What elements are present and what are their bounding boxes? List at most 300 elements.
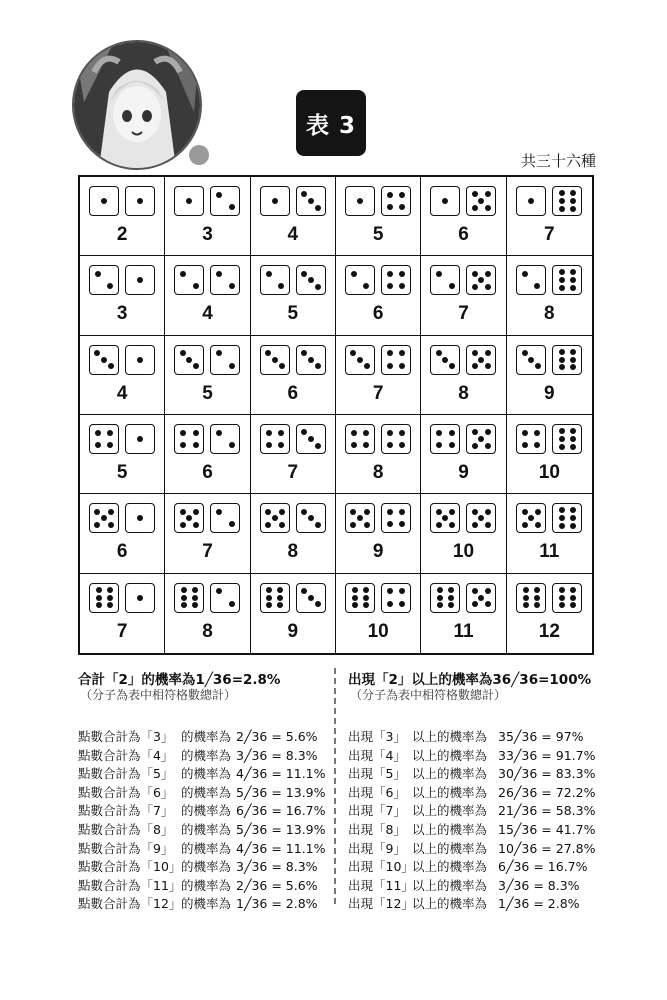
row-mid: 的機率為 [181, 859, 232, 875]
pip [193, 509, 199, 515]
dice-pair [89, 583, 155, 613]
pip [193, 442, 199, 448]
pip [192, 595, 198, 601]
dice-sum: 5 [116, 462, 128, 483]
dice-sum: 6 [458, 224, 469, 245]
pip [522, 509, 528, 515]
row-val: 5╱36 = 13.9% [236, 821, 326, 837]
pip [399, 271, 405, 277]
dice-pair [174, 186, 240, 216]
dice-sum: 9 [544, 382, 555, 404]
pip [352, 595, 358, 601]
dice-sum: 11 [539, 541, 560, 563]
pip [570, 507, 576, 513]
dice-pair [430, 345, 496, 375]
pip [95, 430, 101, 436]
dice-cell [507, 336, 592, 415]
pip [181, 595, 187, 601]
pip [315, 205, 321, 211]
pip [478, 357, 484, 363]
pip [272, 198, 278, 204]
pip [278, 283, 284, 289]
dice-cell [507, 415, 592, 494]
die-face-6-icon [516, 583, 546, 613]
pip [350, 509, 356, 515]
dice-cell [336, 494, 421, 573]
row-label: 出現「9」 [348, 840, 406, 856]
die-face-1-icon [89, 186, 119, 216]
dice-sum: 5 [287, 303, 299, 325]
pip [387, 283, 393, 289]
pip [266, 442, 272, 448]
die-face-6-icon [552, 265, 582, 295]
exact-headline: 合計「2」的機率為1╱36=2.8% [78, 672, 281, 688]
probability-row [348, 728, 598, 747]
dice-cell [80, 336, 165, 415]
pip [559, 595, 565, 601]
pip [485, 284, 491, 290]
pip [180, 350, 186, 356]
pip [278, 442, 284, 448]
dice-pair [260, 265, 326, 295]
pip [308, 277, 314, 283]
row-label: 出現「7」 [348, 803, 406, 819]
pip [449, 442, 455, 448]
row-mid: 以上的機率為 [412, 877, 488, 893]
dice-pair [89, 345, 155, 375]
row-val: 6╱36 = 16.7% [236, 803, 326, 819]
dice-cell [80, 494, 165, 573]
row-mid: 以上的機率為 [412, 784, 488, 800]
dice-pair [89, 503, 155, 533]
die-face-3-icon [174, 345, 204, 375]
pip [363, 602, 369, 608]
dice-sum: 6 [372, 303, 384, 325]
dice-sum: 9 [372, 541, 384, 563]
pip [472, 284, 478, 290]
pip [478, 515, 484, 521]
pip [301, 429, 307, 435]
pip [186, 515, 192, 521]
pip [534, 430, 540, 436]
pip [436, 430, 442, 436]
dice-cell [421, 256, 506, 335]
dice-sum: 7 [458, 303, 469, 325]
probability-row [348, 858, 598, 877]
pip [265, 522, 271, 528]
row-val: 33╱36 = 91.7% [498, 747, 596, 763]
pip [570, 436, 576, 442]
pip [387, 430, 393, 436]
dice-pair [430, 583, 496, 613]
pip [363, 442, 369, 448]
pip [534, 442, 540, 448]
pip [180, 442, 186, 448]
pip [437, 595, 443, 601]
pip [485, 429, 491, 435]
dice-cell [80, 574, 165, 653]
pip [523, 602, 529, 608]
dice-sum: 7 [116, 620, 128, 642]
pip [448, 602, 454, 608]
pip [559, 277, 565, 283]
dice-cell [251, 256, 336, 335]
pip [137, 198, 143, 204]
die-face-2-icon [210, 583, 240, 613]
dice-cell [507, 494, 592, 573]
probability-row [348, 765, 598, 784]
pip [387, 601, 393, 607]
pip [570, 587, 576, 593]
row-val: 6╱36 = 16.7% [498, 859, 588, 875]
die-face-4-icon [381, 265, 411, 295]
pip [278, 430, 284, 436]
pip [485, 601, 491, 607]
pip [193, 522, 199, 528]
dice-cell [165, 494, 250, 573]
die-face-3-icon [430, 345, 460, 375]
die-face-5-icon [466, 345, 496, 375]
pip [387, 350, 393, 356]
pip [277, 587, 283, 593]
pip [472, 443, 478, 449]
die-face-3-icon [296, 345, 326, 375]
dice-sum: 2 [116, 224, 128, 245]
pip [107, 283, 113, 289]
pip [570, 444, 576, 450]
pip [449, 283, 455, 289]
probability-row [78, 821, 328, 840]
dice-pair [345, 265, 411, 295]
pip [272, 515, 278, 521]
pip [522, 442, 528, 448]
pip [186, 357, 192, 363]
probability-row [78, 765, 328, 784]
pip [107, 442, 113, 448]
pip [229, 283, 235, 289]
die-face-2-icon [430, 265, 460, 295]
dice-sum: 8 [544, 303, 555, 325]
dice-pair [89, 186, 155, 216]
pip [485, 191, 491, 197]
pip [137, 515, 143, 521]
dice-pair [174, 503, 240, 533]
pip [485, 588, 491, 594]
pip [364, 363, 370, 369]
pip [570, 277, 576, 283]
dice-cell [80, 256, 165, 335]
die-face-2-icon [345, 265, 375, 295]
pip [137, 357, 143, 363]
pip [266, 595, 272, 601]
probability-row [78, 895, 328, 914]
pip [472, 601, 478, 607]
pip [570, 364, 576, 370]
die-face-3-icon [516, 345, 546, 375]
pip [216, 430, 222, 436]
dice-sum: 5 [372, 224, 384, 245]
pip [266, 602, 272, 608]
pip [485, 522, 491, 528]
pip [94, 509, 100, 515]
pip [399, 283, 405, 289]
pip [472, 429, 478, 435]
pip [301, 509, 307, 515]
pip [485, 509, 491, 515]
dice-cell [80, 415, 165, 494]
pip [534, 283, 540, 289]
dice-sum: 7 [544, 224, 555, 245]
pip [357, 357, 363, 363]
pip [216, 588, 222, 594]
row-mid: 以上的機率為 [412, 766, 488, 782]
die-face-4-icon [381, 424, 411, 454]
pip [522, 350, 528, 356]
pip [186, 198, 192, 204]
row-label: 點數合計為「12」 [78, 896, 182, 912]
row-mid: 的機率為 [181, 877, 232, 893]
pip [357, 515, 363, 521]
die-face-6-icon [89, 583, 119, 613]
pip [472, 522, 478, 528]
die-face-6-icon [552, 424, 582, 454]
dice-sum: 6 [202, 462, 213, 483]
die-face-4-icon [516, 424, 546, 454]
pip [449, 430, 455, 436]
die-face-3-icon [89, 345, 119, 375]
pip [363, 587, 369, 593]
pip [216, 509, 222, 515]
pip [315, 284, 321, 290]
decorative-dot [189, 145, 209, 165]
die-face-1-icon [125, 265, 155, 295]
pip [399, 588, 405, 594]
pip [387, 204, 393, 210]
pip [399, 204, 405, 210]
pip [559, 444, 565, 450]
pip [559, 436, 565, 442]
die-face-4-icon [430, 424, 460, 454]
die-face-5-icon [174, 503, 204, 533]
pip [478, 277, 484, 283]
pip [192, 587, 198, 593]
pip [437, 602, 443, 608]
row-label: 出現「4」 [348, 747, 406, 763]
die-face-1-icon [125, 186, 155, 216]
dice-sum: 3 [116, 303, 128, 325]
pip [472, 363, 478, 369]
dice-pair [260, 345, 326, 375]
pip [472, 191, 478, 197]
die-face-2-icon [210, 345, 240, 375]
pip [308, 357, 314, 363]
row-mid: 以上的機率為 [412, 896, 488, 912]
row-val: 1╱36 = 2.8% [498, 896, 580, 912]
die-face-3-icon [296, 265, 326, 295]
probability-row [348, 747, 598, 766]
pip [387, 192, 393, 198]
pip [523, 587, 529, 593]
pip [522, 430, 528, 436]
dice-sum: 8 [287, 541, 299, 563]
pip [485, 205, 491, 211]
pip [193, 430, 199, 436]
row-label: 出現「12」 [348, 896, 414, 912]
pip [137, 277, 143, 283]
pip [559, 364, 565, 370]
die-face-1-icon [125, 345, 155, 375]
die-face-5-icon [430, 503, 460, 533]
die-face-2-icon [210, 424, 240, 454]
pip [229, 601, 235, 607]
pip [107, 595, 113, 601]
pip [387, 521, 393, 527]
dice-pair [516, 345, 582, 375]
row-val: 3╱36 = 8.3% [236, 859, 318, 875]
dice-sum: 7 [372, 382, 384, 404]
dice-cell [251, 336, 336, 415]
die-face-5-icon [466, 583, 496, 613]
pip [351, 430, 357, 436]
row-mid: 的機率為 [181, 896, 232, 912]
dice-sum: 10 [538, 462, 560, 483]
pip [308, 198, 314, 204]
die-face-4-icon [260, 424, 290, 454]
pip [436, 442, 442, 448]
die-face-6-icon [552, 583, 582, 613]
pip [101, 515, 107, 521]
row-val: 21╱36 = 58.3% [498, 803, 596, 819]
dice-pair [516, 265, 582, 295]
probability-row [348, 840, 598, 859]
row-label: 點數合計為「7」 [78, 803, 174, 819]
row-val: 26╱36 = 72.2% [498, 784, 596, 800]
dice-pair [430, 424, 496, 454]
pip [229, 204, 235, 210]
row-label: 出現「5」 [348, 766, 406, 782]
pip [229, 363, 235, 369]
pip [399, 442, 405, 448]
pip [308, 595, 314, 601]
pip [570, 206, 576, 212]
pip [472, 350, 478, 356]
row-label: 出現「11」 [348, 877, 414, 893]
pip [535, 522, 541, 528]
pip [108, 363, 114, 369]
pip [559, 428, 565, 434]
pip [570, 515, 576, 521]
dice-cell [336, 256, 421, 335]
pip [559, 198, 565, 204]
pip [534, 587, 540, 593]
pip [387, 442, 393, 448]
probability-row [78, 877, 328, 896]
pip [535, 363, 541, 369]
pip [301, 271, 307, 277]
die-face-6-icon [430, 583, 460, 613]
pip [107, 602, 113, 608]
pip [559, 285, 565, 291]
dice-pair [174, 265, 240, 295]
pip [94, 522, 100, 528]
pip [528, 515, 534, 521]
pip [315, 522, 321, 528]
die-face-3-icon [296, 424, 326, 454]
pip [442, 357, 448, 363]
dice-pair [174, 345, 240, 375]
pip [266, 587, 272, 593]
row-val: 1╱36 = 2.8% [236, 896, 318, 912]
row-mid: 以上的機率為 [412, 821, 488, 837]
dice-pair [260, 424, 326, 454]
die-face-1-icon [516, 186, 546, 216]
pip [265, 509, 271, 515]
pip [522, 522, 528, 528]
row-label: 點數合計為「10」 [78, 859, 182, 875]
pip [94, 350, 100, 356]
pip [108, 509, 114, 515]
dice-sum: 9 [287, 620, 299, 642]
pip [436, 509, 442, 515]
pip [363, 283, 369, 289]
row-mid: 以上的機率為 [412, 859, 488, 875]
pip [559, 269, 565, 275]
pip [535, 509, 541, 515]
row-mid: 以上的機率為 [412, 840, 488, 856]
pip [266, 430, 272, 436]
dice-pair [345, 345, 411, 375]
pip [181, 602, 187, 608]
pip [229, 442, 235, 448]
pip [559, 523, 565, 529]
pip [449, 509, 455, 515]
pip [137, 595, 143, 601]
exact-rows [78, 728, 328, 914]
pip [570, 349, 576, 355]
pip [192, 602, 198, 608]
dice-cell [421, 494, 506, 573]
dice-pair [345, 503, 411, 533]
dice-cell [165, 177, 250, 256]
dice-sum: 5 [202, 382, 213, 404]
row-val: 4╱36 = 11.1% [236, 840, 326, 856]
row-val: 30╱36 = 83.3% [498, 766, 596, 782]
pip [559, 515, 565, 521]
dice-sum-table [78, 175, 594, 655]
pip [352, 587, 358, 593]
pip [357, 198, 363, 204]
row-mid: 的機率為 [181, 840, 232, 856]
pip [399, 601, 405, 607]
die-face-3-icon [260, 345, 290, 375]
probability-row [78, 858, 328, 877]
pip [301, 191, 307, 197]
dice-cell [251, 574, 336, 653]
pip [301, 350, 307, 356]
dice-sum: 6 [287, 382, 299, 404]
dice-cell [336, 415, 421, 494]
row-mid: 的機率為 [181, 784, 232, 800]
pip [216, 192, 222, 198]
dice-pair [516, 424, 582, 454]
dice-pair [174, 583, 240, 613]
dice-pair [516, 503, 582, 533]
die-face-2-icon [210, 265, 240, 295]
die-face-4-icon [89, 424, 119, 454]
die-face-1-icon [125, 424, 155, 454]
dice-cell [165, 574, 250, 653]
pip [180, 509, 186, 515]
